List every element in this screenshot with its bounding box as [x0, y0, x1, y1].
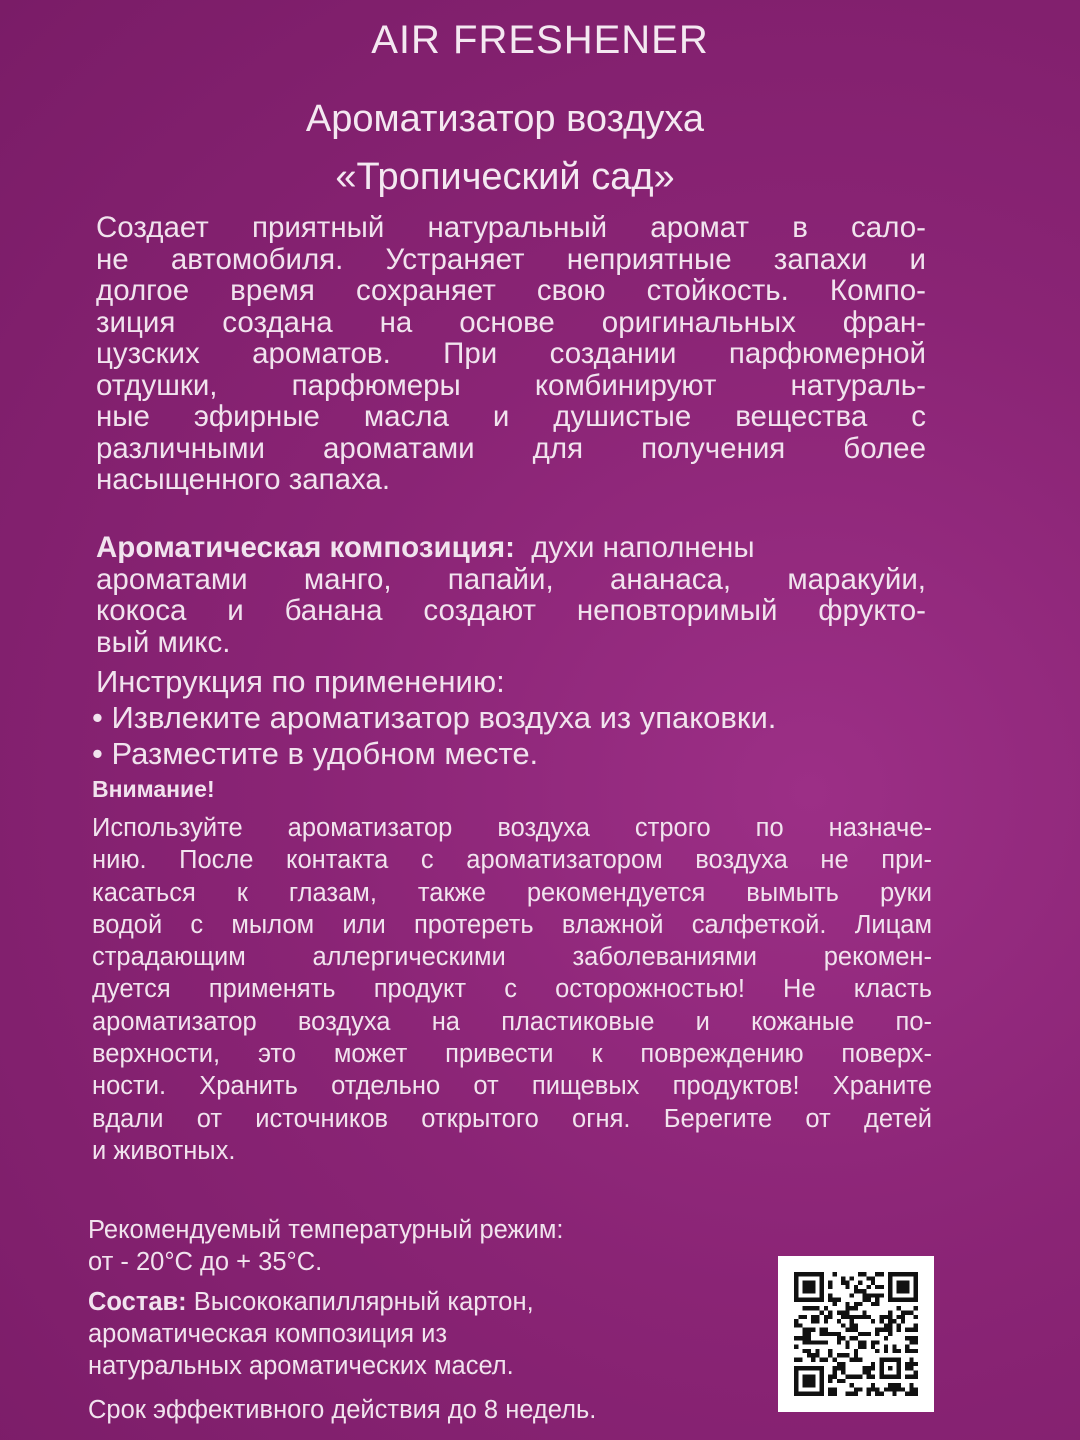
aroma-label: Ароматическая композиция:: [96, 531, 515, 564]
temperature-label: Рекомендуемый температурный режим:: [88, 1216, 564, 1244]
product-title: [0, 90, 1010, 206]
warning-line: страдающим аллергическими заболеваниями рекомен-: [92, 943, 932, 972]
composition-line: натуральных ароматических масел.: [88, 1352, 514, 1380]
instruction-item: • Извлеките ароматизатор воздуха из упаковки.: [92, 700, 777, 735]
temperature-range: от - 20°C до + 35°C.: [88, 1248, 323, 1276]
aroma-first-line: [96, 532, 926, 564]
warning-heading: Внимание!: [92, 776, 215, 802]
composition-first-line-text: Высококапиллярный картон,: [186, 1288, 534, 1316]
warning-line: касаться к глазам, также рекомендуется вымыть руки: [92, 878, 932, 907]
instructions-section: [92, 664, 922, 772]
description-paragraph: [96, 212, 926, 496]
description-line: зиция создана на основе оригинальных фран-: [96, 305, 926, 339]
description-line: долгое время сохраняет свою стойкость. Компо-: [96, 274, 926, 307]
description-line: Создает приятный натуральный аромат в сало-: [96, 211, 926, 244]
warning-line: ности. Хранить отдельно от пищевых продуктов! Храните: [92, 1072, 932, 1101]
composition-label: Состав:: [88, 1288, 187, 1316]
qr-code-icon: [794, 1272, 918, 1396]
aroma-first-line-text: духи наполнены: [514, 531, 755, 564]
shelf-life-text: Срок эффективного действия до 8 недель.: [88, 1396, 597, 1424]
aroma-line: кокоса и банана создают неповторимый фрукто-: [96, 594, 926, 627]
aroma-composition-paragraph: [96, 532, 926, 658]
warning-line: верхности, это может привести к повреждению поверх-: [92, 1040, 932, 1069]
warning-line: ароматизатор воздуха на пластиковые и кожаные по-: [92, 1007, 932, 1036]
warning-line: дуется применять продукт с осторожностью! Не класть: [92, 975, 932, 1004]
warning-line: Используйте ароматизатор воздуха строго по назначе-: [92, 814, 932, 842]
qr-code: [778, 1256, 934, 1412]
description-line: насыщенного запаха.: [96, 463, 391, 496]
instructions-heading: Инструкция по применению:: [96, 664, 505, 699]
warning-line: вдали от источников открытого огня. Берегите от детей: [92, 1104, 932, 1133]
product-title-line-1: Ароматизатор воздуха: [305, 98, 705, 140]
aroma-line: ароматами манго, папайи, ананаса, маракуйи,: [96, 562, 926, 596]
warning-line: нию. После контакта с ароматизатором воздуха не при-: [92, 846, 932, 875]
warning-paragraph: [92, 812, 932, 1167]
description-line: отдушки, парфюмеры комбинируют натураль-: [96, 368, 926, 402]
instruction-item: • Разместите в удобном месте.: [92, 736, 539, 771]
composition-line: ароматическая композиция из: [88, 1320, 448, 1348]
description-line: различными ароматами для получения более: [96, 431, 926, 465]
description-line: не автомобиля. Устраняет неприятные запахи и: [96, 242, 926, 276]
warning-line: и животных.: [92, 1136, 236, 1165]
aroma-line: вый микс.: [96, 625, 231, 659]
product-title-line-2: «Тропический сад»: [335, 156, 675, 198]
warning-line: водой с мылом или протереть влажной салфеткой. Лицам: [92, 910, 932, 939]
description-line: цузских ароматов. При создании парфюмерной: [96, 337, 926, 370]
brand-heading: AIR FRESHENER: [371, 18, 709, 62]
composition-section: [88, 1286, 728, 1382]
composition-first-line: [88, 1286, 728, 1318]
description-line: ные эфирные масла и душистые вещества с: [96, 400, 926, 433]
